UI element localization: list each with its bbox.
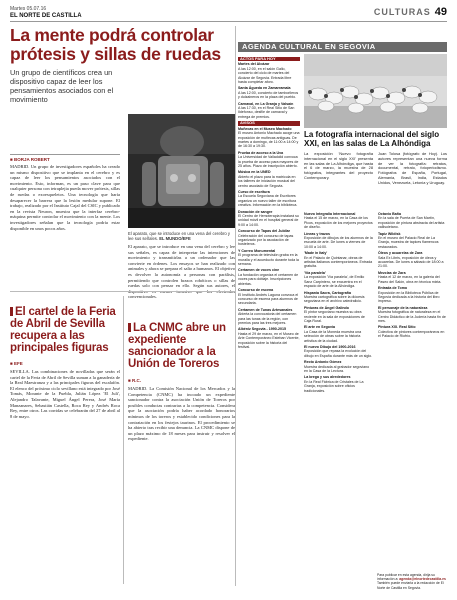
agenda-item-title: Y Correo Monumental bbox=[238, 248, 276, 253]
agenda-item-text: Hasta el 15 de marzo, en la Casa de los Picos, exposición de los mejores proyectos de diseño. bbox=[304, 216, 373, 230]
agenda-item-text: A las 12:00, en el salón Gallo, concierto del ciclo de martes del Alcázar de Segovia. Entrada libre hasta completar aforo. bbox=[238, 66, 292, 85]
section-name: CULTURAS bbox=[373, 7, 431, 17]
agenda-item-title: Octavio Baña bbox=[378, 212, 401, 216]
photo-credit: EL MUNDO/EFE bbox=[159, 236, 191, 241]
agenda-banner: AGENDA CULTURAL EN SEGOVIA bbox=[238, 42, 447, 52]
agenda-item-title: Entrada de Tomo bbox=[378, 286, 408, 291]
agenda-category: ACTOS PARA HOY bbox=[238, 57, 300, 61]
agenda-item-title: Concurso de escena bbox=[238, 288, 274, 293]
agenda-item-title: Donación de sangre bbox=[238, 209, 273, 214]
agenda-item-text: Exposición en la Biblioteca Pública de Segovia dedicada a la historia del libro impreso. bbox=[378, 290, 440, 304]
sheep-photo bbox=[304, 54, 447, 128]
agenda-column-2 bbox=[304, 212, 373, 580]
agenda-item-text: En la sala de Puerta de San Martín, exposición de pintura abstracta del artista vallisoletano. bbox=[378, 216, 445, 230]
footer-extra: También puede enviarla a la redacción de El Norte de Castilla en Segovia. bbox=[377, 581, 444, 590]
robot-photo-illustration bbox=[128, 114, 235, 228]
agenda-item-title: Nuevo Integralia Internacional bbox=[304, 212, 356, 216]
agenda-item-text: La Escuela Segoviana de Escritores organiza un nuevo taller de escritura creativa. Información en la biblioteca. bbox=[238, 194, 298, 208]
agenda-item-text: El pintor segoviano muestra su obra reciente en la sala de exposiciones de Caja Rural. bbox=[304, 310, 365, 323]
agenda-item-text: El museo Antonio Machado acoge una exposición de muñecas antiguas. De martes a domingo, de 11:00 a 14:00 y de 16:30 a 19:30. bbox=[238, 131, 300, 149]
agenda-item-text: Muestra fotográfica de naturaleza en el Centro Didáctico de la Judería hasta fin de mes. bbox=[378, 310, 446, 323]
agenda-item-text: El Centro de Hemoterapia instalará su unidad móvil en el hospital general de 9:00 a 14:00. bbox=[238, 214, 299, 227]
agenda-item-title: Martes del Alcázar bbox=[238, 62, 270, 67]
agenda-item-text: Abierto el plazo para la matrícula en los talleres de iniciación musical del centro asociado de Segovia. bbox=[238, 174, 296, 188]
story2-body: SEVILLA. Las combinaciones de novilladas que serán el cartel de la Feria de Abril de Sevilla suman a la ganadería de la Real Maestranza y a las principales figuras del escalafón. El elenco del próximo ciclo sevillano está integrado por José Tomás, Morante de la Puebla, Julián López 'El Juli', Alejandro Talavante, Miguel Ángel Perera, José María Manzanares, Sebastián Castella, Roca Rey y Andrés Roca Rey, entre otros. Las corridas se celebrarán del 27 de abril al 8 de mayo. bbox=[10, 369, 120, 419]
agenda-item-title: 'Vía paralela' bbox=[304, 270, 326, 275]
agenda-footer-note bbox=[377, 573, 447, 590]
top-divider bbox=[10, 21, 447, 22]
agenda-column-1 bbox=[238, 55, 300, 580]
agenda-item-title: Prueba de acceso a la Uva bbox=[238, 150, 284, 155]
agenda-item-title: Pintura XXI. Real Sitio bbox=[378, 325, 416, 330]
agenda-item-text: A las 17:30, en el Real Sitio de San Ildefonso, desfile de carnaval y entrega de premios. bbox=[238, 106, 295, 119]
agenda-item-text: La Casa de la Moneda muestra una selección de obras sobre la historia artística de la ciudad. bbox=[304, 329, 362, 343]
agenda-item-title: Albéniz Segovia - 1990-2015 bbox=[238, 327, 286, 332]
photo-caption bbox=[128, 231, 235, 241]
agenda-item-text: En el museo del Palacio Real de La Granja, muestra de tapices flamencos restaurados. bbox=[378, 236, 439, 249]
column-divider bbox=[123, 296, 124, 584]
agenda-item-text: En la Real Fábrica de Cristales de La Granja, exposición sobre oficios tradicionales. bbox=[304, 379, 364, 393]
agenda-item-title: Certamen de Tunas Artesanales bbox=[238, 307, 293, 312]
story2-headline-text: El cartel de la Feria de Abril de Sevilla recupera a las principales figuras bbox=[10, 306, 116, 354]
page-column-divider bbox=[235, 26, 236, 586]
agenda-item-title: Curso de escritura bbox=[238, 189, 270, 194]
agenda-item-title: Concurso de Tapas del Jubilar bbox=[238, 229, 291, 234]
agenda-item-title: Mezclas de Zara bbox=[378, 270, 406, 275]
agenda-item-text: El Instituto Andrés Laguna convoca el concurso de escena para alumnos de secundaria. bbox=[238, 292, 299, 306]
agenda-item-title: Recto Antonio Gómez bbox=[304, 360, 342, 365]
agenda-item-text: Muestra cartográfica sobre la diócesis segoviana en el archivo catedralicio. bbox=[304, 294, 365, 304]
lead-subhead: Un grupo de científicos crea un dispositivo capaz de leer los pensamientos asociados con el movimiento bbox=[10, 68, 114, 104]
lead-body-col2: El aparato, que se introduce en una vena del cerebro y lee sus señales, es capaz de interpretar las intenciones de movimiento y transmitirlas a un ordenador que las convierte en órdenes. Los ensayos se han realizado con animales y ahora se prepara el salto a humanos. El objetivo es devolver la autonomía a personas con parálisis, permitiendo que controlen brazos robóticos o sillas de ruedas solo con pensar en ello. Según sus autores, el convencionales. bbox=[128, 244, 235, 300]
story3-headline-text: La CNMC abre un expediente sancionador a la Unión de Toreros bbox=[128, 322, 226, 370]
agenda-item-text: La exposición 'Vía paralela', de Emilio Sanz Carpintero, se encuentra en el espacio de arte de la Alhóndiga. bbox=[304, 275, 365, 289]
agenda-item-text: Muestra dedicada al grabador segoviano en la Casa de la Lectura. bbox=[304, 364, 370, 373]
agenda-item-text: En el Palacio de Quintanar, obras de artistas italianos contemporáneos. Entrada gratuita. bbox=[304, 255, 373, 269]
photo-caption-text: El aparato, que se introduce en una vena del cerebro y lee sus señales. bbox=[128, 231, 230, 241]
agenda-item-title: Hispania Sacra, Cartografía bbox=[304, 290, 351, 295]
story3-body: MADRID. La Comisión Nacional de los Mercados y la Competencia (CNMC) ha incoado un expediente sancionador contra la asociación Unión de Toreros por posibles conductas contrarias a la competencia. Considera que la asociación podría haber acordado honorarios mínimos de los toreros y establecido condiciones para la contratación en los festejos taurinos. El procedimiento se ha abierto tras recibir una denuncia. La CNMC dispone de un plazo máximo de 18 meses para instruir y resolver el expediente. bbox=[128, 386, 235, 442]
page-number: 49 bbox=[434, 6, 447, 18]
left-column bbox=[10, 26, 235, 586]
story2-byline-name: EFE bbox=[13, 361, 23, 366]
sheep-photo-illustration bbox=[304, 54, 447, 128]
feature-body-col2: Juan Tolosa (fotógrafo de Hoy). Los autores representan una nueva forma de ver la fotografía: retratos, documental, retrato, fotoperiodismo. Fotógrafos de España, Portugal, Alemania, Brasil, India, Estados Unidos, Venezuela, Letonia y Uruguay. bbox=[378, 151, 447, 185]
story2-headline bbox=[10, 306, 120, 354]
agenda-item-title: Certamen de voces cine bbox=[238, 268, 280, 273]
story2-byline: ■ EFE bbox=[10, 361, 23, 366]
newspaper-name: EL NORTE DE CASTILLA bbox=[10, 13, 82, 19]
agenda-item-text: Hasta el 29 de marzo, en el Museo de Arte Contemporáneo Esteban Vicente, exposición sobre la historia del festival. bbox=[238, 331, 300, 349]
footer-contact[interactable]: agenda@elnortedecastilla.es bbox=[399, 577, 446, 582]
agenda-item-title: Música en la UNED bbox=[238, 170, 271, 175]
agenda-item-title: Líneas y trazos bbox=[304, 231, 330, 236]
headline-bar bbox=[10, 307, 13, 316]
agenda-item-title: La brega y sus alrededores bbox=[304, 375, 351, 380]
feature-headline: La fotografía internacional del siglo XXI, en las salas de La Alhóndiga bbox=[304, 130, 440, 148]
agenda-item-text: Sala Ex Libris, exposición de óleos y acuarelas. De lunes a sábado de 18:00 a 21:00. bbox=[378, 255, 444, 269]
agenda-item-text: La Universidad de Valladolid convoca la prueba de acceso para mayores de 25 años. Plazo de inscripción abierto. bbox=[238, 155, 299, 168]
lead-body-col1: MADRID. Un grupo de investigadores españoles ha creado un mismo dispositivo que se implanta en el cerebro y es capaz de leer los pensamientos asociados con el movimiento. Esto, informan, es un paso clave para que cualquier persona con tetraplejia pueda mover prótesis, sillas de ruedas o exoesqueletos. Una tecnología que haría desaparecer la barrera que la lesión medular supone. El trabajo, realizado por el Instituto Cajal del CSIC y publicado en la revista Neuron, muestra que la interfaz cerebro-máquina permite controlar el movimiento con la mente. Los investigadores señalan que la tecnología podría estar disponible en unos pocos años. bbox=[10, 164, 120, 231]
lead-byline: ■ BORJA ROBERT bbox=[10, 154, 120, 162]
agenda-item-title: Santa Águeda en Zamarramala bbox=[238, 86, 291, 91]
agenda-item-text: Abierta la convocatoria del certamen para las tunas de la región, con premios para las tres mejores. bbox=[238, 312, 297, 325]
agenda-item-title: Tapiz Wildisk bbox=[378, 231, 401, 236]
agenda-item-text: Hasta el 12 de marzo, en la galería del Paseo del Salón, obra en técnica mixta. bbox=[378, 275, 442, 284]
lead-headline: La mente podrá controlar prótesis y sillas de ruedas bbox=[10, 25, 221, 64]
footer-lead: Para publicar en esta agenda, dirija su información a: bbox=[377, 573, 435, 582]
agenda-item-text: Exposición que repasa la evolución del dibujo en España durante más de un siglo. bbox=[304, 349, 373, 358]
lead-byline-name: BORJA ROBERT bbox=[13, 157, 50, 162]
agenda-item-title: Muñecas en el Museo Machado bbox=[238, 126, 292, 131]
story3-headline bbox=[128, 322, 235, 370]
agenda-item-title: El personaje de la naturaleza bbox=[378, 305, 428, 310]
agenda-item-text: A las 12:00, concierto de tamborileros y dulzaineros en la plaza del pueblo. bbox=[238, 90, 299, 100]
story3-byline: ■ R.C. bbox=[128, 378, 141, 383]
robot-photo bbox=[128, 114, 235, 228]
masthead bbox=[10, 6, 82, 20]
headline-bar bbox=[128, 323, 131, 332]
agenda-item-text: Colectiva de pintores contemporáneos en el Palacio de Riofrío. bbox=[378, 329, 445, 339]
story-divider bbox=[10, 291, 235, 292]
agenda-column-3 bbox=[378, 212, 447, 570]
agenda-item-text: Celebración del concurso de tapas organizado por la asociación de hosteleros. bbox=[238, 233, 294, 247]
feature-body-col1: La exposición 'Nuevo fotografía internacional en el siglo XXI' presenta en las salas de La Alhóndiga, que hasta el 6 de marzo, la muestra de 28 fotógrafos, integrantes del proyecto Contemporary. bbox=[304, 151, 373, 180]
agenda-item-title: El nuevo Dibujo del 1900-2016 bbox=[304, 344, 356, 349]
agenda-item-title: 'Made in Italy' bbox=[304, 251, 328, 256]
agenda-item-title: Óleos y acuarelas de Zara bbox=[378, 251, 423, 256]
agenda-item-text: La fundación organiza el certamen de voces para doblaje. Inscripciones abiertas. bbox=[238, 272, 299, 286]
agenda-category: AVISOS bbox=[238, 121, 300, 125]
agenda-item-text: Exposición de dibujos de los alumnos de la escuela de arte. De lunes a viernes de 10:00 a 14:00. bbox=[304, 236, 373, 249]
agenda-item-text: El programa de televisión graba en la muralla y el acueducto durante toda la semana. bbox=[238, 253, 299, 267]
story3-byline-name: R.C. bbox=[131, 378, 141, 383]
issue-date: Martes 05.07.16 bbox=[10, 6, 47, 12]
agenda-item-title: Pinturas de Ángel Galindo bbox=[304, 305, 349, 310]
section-header bbox=[374, 6, 447, 18]
agenda-item-title: Carnaval, en La Granja y Valsaín bbox=[238, 101, 294, 106]
agenda-item-title: El arte en Segovia bbox=[304, 325, 335, 330]
